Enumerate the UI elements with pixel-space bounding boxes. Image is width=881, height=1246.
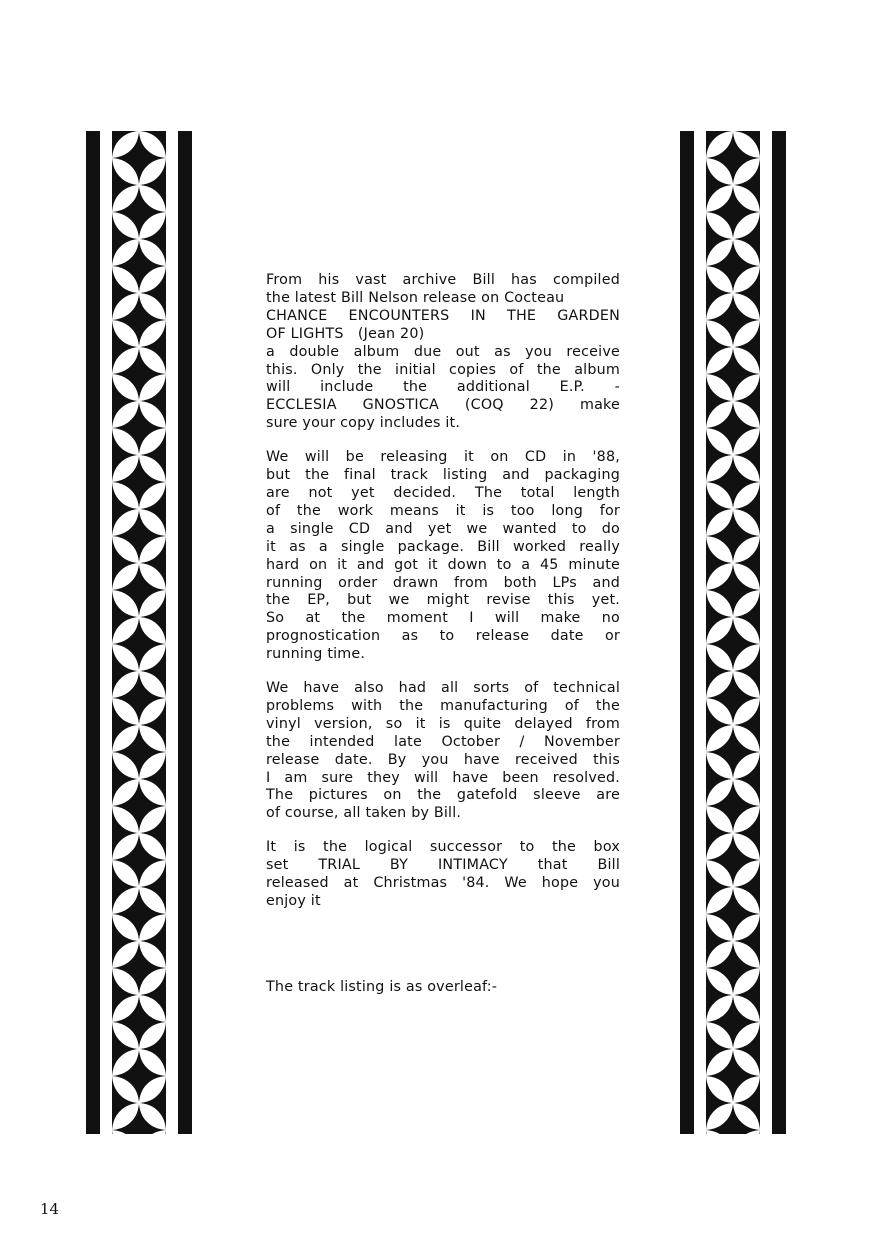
right-border-pattern-graphic: [680, 131, 788, 1134]
paragraph-gap: [266, 927, 620, 979]
paragraph-release-announcement: [266, 272, 620, 433]
text-line: From his vast archive Bill has compiled: [266, 272, 620, 288]
text-line: running time.: [266, 646, 366, 663]
text-line: of the work means it is too long for: [266, 502, 620, 519]
text-line: sure your copy includes it.: [266, 415, 461, 432]
text-line: will include the additional E.P. -: [266, 379, 620, 396]
left-border-pattern-graphic: [86, 131, 194, 1134]
text-line: the EP, but we might revise this yet.: [266, 592, 620, 609]
text-line: the latest Bill Nelson release on Cocteau: [266, 289, 565, 306]
paragraph-cd-release: [266, 449, 620, 664]
track-listing-note: The track listing is as overleaf:-: [266, 978, 498, 995]
text-line: We have also had all sorts of technical: [266, 680, 620, 697]
text-line: the intended late October / November: [266, 733, 620, 750]
album-title-line: OF LIGHTS (Jean 20): [266, 325, 425, 342]
text-line: release date. By you have received this: [266, 751, 620, 768]
text-line: So at the moment I will make no: [266, 610, 620, 627]
text-line: The pictures on the gatefold sleeve are: [266, 787, 620, 804]
paragraph-closing: [266, 979, 620, 997]
text-line: prognostication as to release date or: [266, 628, 620, 645]
text-line: set TRIAL BY INTIMACY that Bill: [266, 857, 620, 874]
text-line: of course, all taken by Bill.: [266, 805, 462, 822]
text-line: are not yet decided. The total length: [266, 484, 620, 501]
text-line: hard on it and got it down to a 45 minute: [266, 556, 620, 573]
text-line: It is the logical successor to the box: [266, 839, 620, 856]
paragraph-vinyl-problems: [266, 680, 620, 823]
text-line: released at Christmas '84. We hope you: [266, 875, 620, 892]
text-line: problems with the manufacturing of the: [266, 697, 620, 714]
text-line: it as a single package. Bill worked really: [266, 538, 620, 555]
page-number: 14: [40, 1200, 60, 1218]
text-line: but the final track listing and packaging: [266, 467, 620, 484]
text-line: running order drawn from both LPs and: [266, 574, 620, 591]
text-line: a single CD and yet we wanted to do: [266, 520, 620, 537]
ep-title-line: ECCLESIA GNOSTICA (COQ 22) make: [266, 397, 620, 414]
text-line: I am sure they will have been resolved.: [266, 769, 620, 786]
text-line: a double album due out as you receive: [266, 343, 620, 360]
text-line: enjoy it: [266, 893, 321, 909]
album-title-line: CHANCE ENCOUNTERS IN THE GARDEN: [266, 307, 620, 324]
article-body: [266, 272, 620, 1013]
paragraph-successor: [266, 839, 620, 911]
right-ornamental-border: [680, 131, 788, 1134]
left-ornamental-border: [86, 131, 194, 1134]
text-line: this. Only the initial copies of the album: [266, 361, 620, 378]
text-line: We will be releasing it on CD in '88,: [266, 449, 620, 466]
text-line: vinyl version, so it is quite delayed from: [266, 715, 620, 732]
